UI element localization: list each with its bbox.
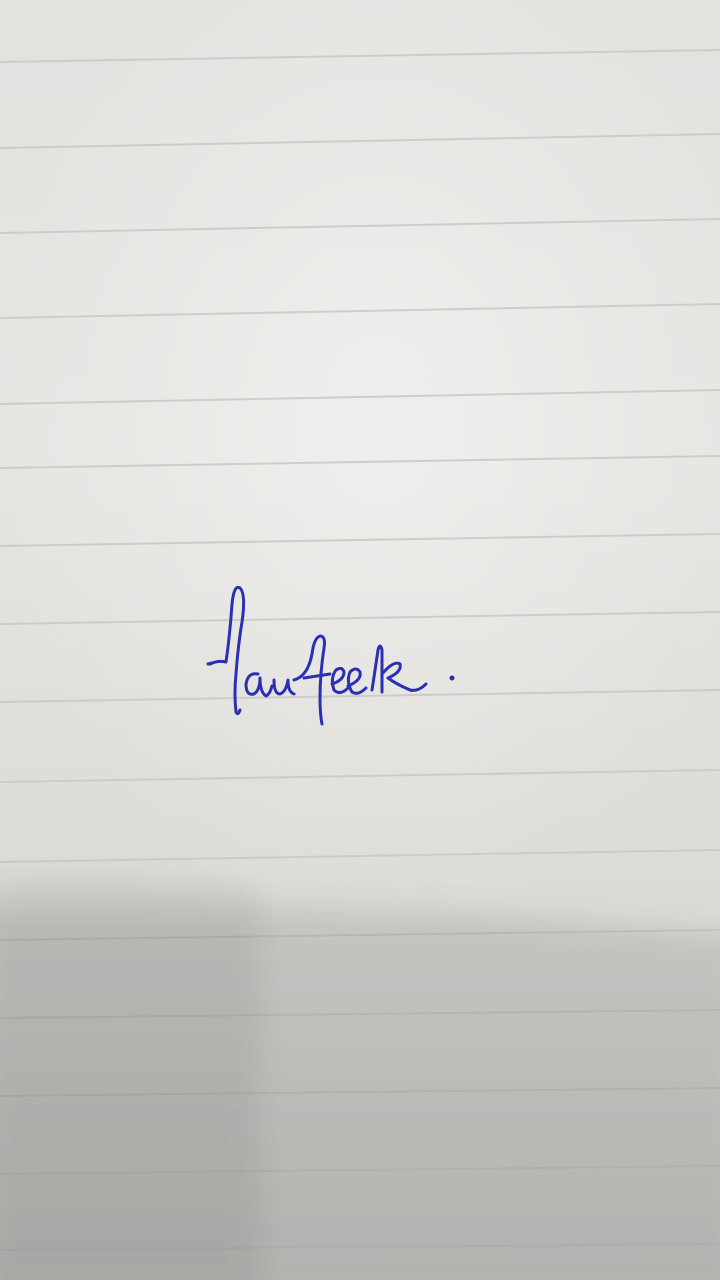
rule-line [0,304,720,318]
rule-line [0,1010,720,1018]
rule-line [0,50,720,62]
rule-line [0,1244,720,1250]
rule-line [0,1088,720,1096]
rule-line [0,1166,720,1174]
rule-line [0,534,720,546]
handwritten-signature [196,574,476,734]
rule-line [0,456,720,468]
rule-line [0,770,720,782]
rule-line [0,930,720,940]
rule-line [0,219,720,233]
rule-line [0,850,720,862]
rule-line [0,134,720,148]
rule-line [0,390,720,404]
